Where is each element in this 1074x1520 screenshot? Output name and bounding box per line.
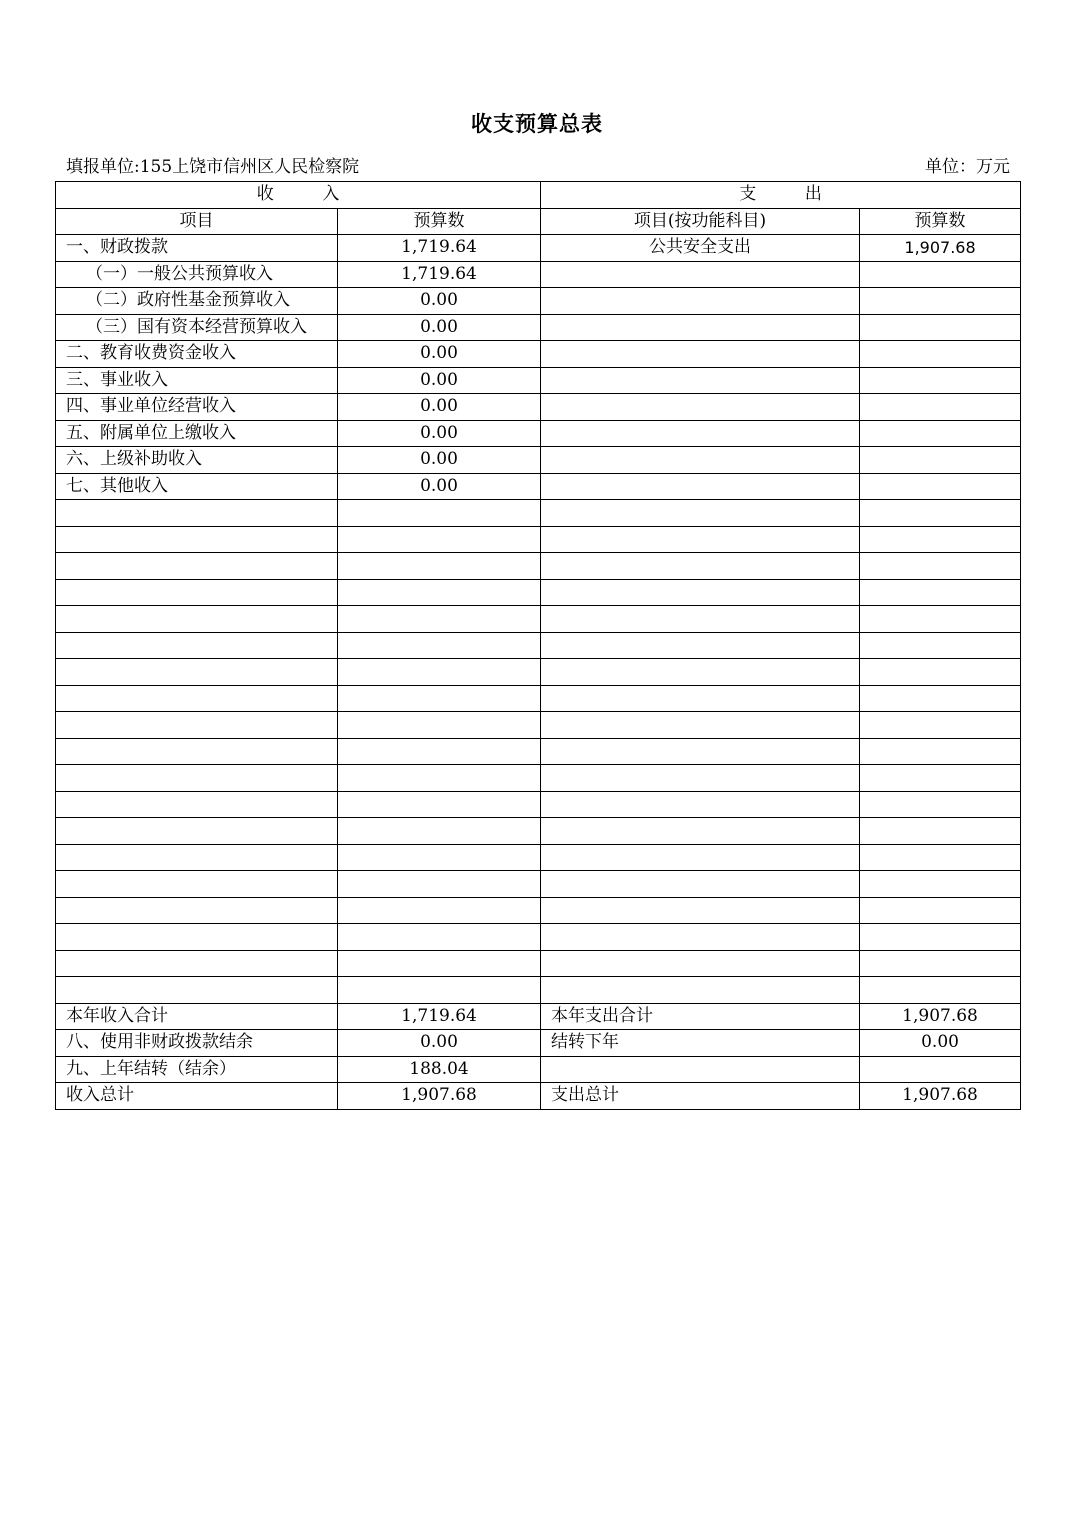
income-value-cell: 0.00 <box>338 367 541 394</box>
expense-item-cell <box>541 712 860 739</box>
table-row <box>56 632 1021 659</box>
table-row <box>56 261 1021 288</box>
table-row <box>56 818 1021 845</box>
income-item-cell <box>56 685 338 712</box>
expense-item-cell <box>541 897 860 924</box>
income-value-cell <box>338 712 541 739</box>
expense-value-cell <box>860 500 1021 527</box>
expense-value-cell <box>860 367 1021 394</box>
table-row <box>56 314 1021 341</box>
expense-item-cell <box>541 685 860 712</box>
expense-item-cell <box>541 950 860 977</box>
expense-value-cell <box>860 924 1021 951</box>
income-value-cell <box>338 897 541 924</box>
table-row <box>56 500 1021 527</box>
income-item-cell <box>56 765 338 792</box>
expense-value-cell <box>860 712 1021 739</box>
table-row <box>56 394 1021 421</box>
expense-value-cell <box>860 950 1021 977</box>
expense-item-cell: 公共安全支出 <box>541 235 860 262</box>
table-row <box>56 791 1021 818</box>
expense-item-cell <box>541 924 860 951</box>
table-row <box>56 977 1021 1004</box>
income-value-cell: 0.00 <box>338 1030 541 1057</box>
expense-item-cell <box>541 394 860 421</box>
income-item-cell: 四、事业单位经营收入 <box>56 394 338 421</box>
expense-item-cell: 支出总计 <box>541 1083 860 1110</box>
income-value-cell: 0.00 <box>338 447 541 474</box>
table-row <box>56 447 1021 474</box>
expense-item-cell <box>541 977 860 1004</box>
income-item-cell: 六、上级补助收入 <box>56 447 338 474</box>
income-header: 收 入 <box>56 182 541 209</box>
income-item-cell: 收入总计 <box>56 1083 338 1110</box>
income-value-cell: 1,719.64 <box>338 261 541 288</box>
income-item-cell <box>56 659 338 686</box>
table-row <box>56 235 1021 262</box>
table-row <box>56 1083 1021 1110</box>
income-item-cell: 二、教育收费资金收入 <box>56 341 338 368</box>
expense-value-cell <box>860 765 1021 792</box>
expense-item-cell <box>541 606 860 633</box>
table-row <box>56 765 1021 792</box>
expense-value-cell <box>860 553 1021 580</box>
table-row <box>56 844 1021 871</box>
income-item-cell: （一）一般公共预算收入 <box>56 261 338 288</box>
income-value-cell: 0.00 <box>338 341 541 368</box>
expense-item-cell <box>541 1056 860 1083</box>
budget-table <box>55 181 1021 1110</box>
income-value-cell <box>338 553 541 580</box>
expense-value-cell: 1,907.68 <box>860 235 1021 262</box>
income-value-cell: 0.00 <box>338 473 541 500</box>
income-item-cell <box>56 712 338 739</box>
table-row <box>56 473 1021 500</box>
expense-value-cell <box>860 473 1021 500</box>
table-row <box>56 1030 1021 1057</box>
income-item-cell <box>56 579 338 606</box>
income-item-cell: （三）国有资本经营预算收入 <box>56 314 338 341</box>
header-row-main <box>56 182 1021 209</box>
table-row <box>56 367 1021 394</box>
income-value-cell: 0.00 <box>338 394 541 421</box>
income-item-cell <box>56 526 338 553</box>
expense-value-cell <box>860 791 1021 818</box>
col-header-item: 项目 <box>56 208 338 235</box>
income-item-cell: （二）政府性基金预算收入 <box>56 288 338 315</box>
income-item-cell: 九、上年结转（结余） <box>56 1056 338 1083</box>
expense-item-cell <box>541 632 860 659</box>
expense-value-cell <box>860 738 1021 765</box>
income-item-cell <box>56 553 338 580</box>
expense-value-cell <box>860 288 1021 315</box>
table-row <box>56 526 1021 553</box>
income-value-cell <box>338 791 541 818</box>
expense-value-cell: 1,907.68 <box>860 1083 1021 1110</box>
expense-value-cell <box>860 447 1021 474</box>
income-value-cell: 0.00 <box>338 314 541 341</box>
expense-value-cell <box>860 420 1021 447</box>
table-row <box>56 579 1021 606</box>
income-item-cell <box>56 818 338 845</box>
table-row <box>56 738 1021 765</box>
income-item-cell: 一、财政拨款 <box>56 235 338 262</box>
expense-value-cell <box>860 685 1021 712</box>
expense-item-cell <box>541 553 860 580</box>
income-value-cell <box>338 579 541 606</box>
income-value-cell <box>338 526 541 553</box>
col-header-budget2: 预算数 <box>860 208 1021 235</box>
expense-value-cell <box>860 659 1021 686</box>
income-value-cell <box>338 500 541 527</box>
expense-item-cell <box>541 473 860 500</box>
expense-item-cell <box>541 738 860 765</box>
expense-value-cell <box>860 897 1021 924</box>
income-item-cell <box>56 500 338 527</box>
income-item-cell: 本年收入合计 <box>56 1003 338 1030</box>
income-value-cell: 1,907.68 <box>338 1083 541 1110</box>
expense-value-cell <box>860 632 1021 659</box>
income-item-cell <box>56 632 338 659</box>
income-item-cell <box>56 606 338 633</box>
expense-value-cell <box>860 844 1021 871</box>
table-row <box>56 685 1021 712</box>
income-item-cell: 五、附属单位上缴收入 <box>56 420 338 447</box>
expense-value-cell <box>860 314 1021 341</box>
expense-item-cell <box>541 500 860 527</box>
expense-value-cell <box>860 1056 1021 1083</box>
income-item-cell: 三、事业收入 <box>56 367 338 394</box>
expense-value-cell: 0.00 <box>860 1030 1021 1057</box>
income-value-cell: 0.00 <box>338 288 541 315</box>
expense-value-cell <box>860 871 1021 898</box>
table-row <box>56 871 1021 898</box>
expense-item-cell <box>541 420 860 447</box>
income-value-cell <box>338 871 541 898</box>
table-row <box>56 1056 1021 1083</box>
table-row <box>56 1003 1021 1030</box>
table-row <box>56 341 1021 368</box>
income-item-cell: 七、其他收入 <box>56 473 338 500</box>
expense-value-cell <box>860 394 1021 421</box>
expense-value-cell <box>860 526 1021 553</box>
expense-item-cell <box>541 871 860 898</box>
expense-value-cell <box>860 977 1021 1004</box>
income-item-cell <box>56 844 338 871</box>
expense-value-cell <box>860 579 1021 606</box>
expense-item-cell <box>541 526 860 553</box>
expense-item-cell <box>541 447 860 474</box>
table-row <box>56 950 1021 977</box>
income-value-cell <box>338 606 541 633</box>
expense-item-cell: 本年支出合计 <box>541 1003 860 1030</box>
currency-unit: 单位：万元 <box>925 157 1010 177</box>
income-value-cell <box>338 765 541 792</box>
table-row <box>56 606 1021 633</box>
expense-item-cell <box>541 261 860 288</box>
unit-row <box>66 152 1010 178</box>
income-value-cell: 0.00 <box>338 420 541 447</box>
income-value-cell <box>338 818 541 845</box>
table-row <box>56 288 1021 315</box>
table-row <box>56 924 1021 951</box>
expense-header: 支 出 <box>541 182 1021 209</box>
expense-value-cell: 1,907.68 <box>860 1003 1021 1030</box>
expense-item-cell <box>541 288 860 315</box>
income-value-cell <box>338 738 541 765</box>
income-value-cell: 1,719.64 <box>338 1003 541 1030</box>
income-value-cell <box>338 659 541 686</box>
expense-item-cell <box>541 659 860 686</box>
expense-value-cell <box>860 261 1021 288</box>
table-row <box>56 553 1021 580</box>
page-title: 收支预算总表 <box>471 111 603 136</box>
income-item-cell <box>56 897 338 924</box>
expense-item-cell <box>541 818 860 845</box>
expense-value-cell <box>860 818 1021 845</box>
table-row <box>56 712 1021 739</box>
col-header-item-func: 项目(按功能科目) <box>541 208 860 235</box>
table-row <box>56 897 1021 924</box>
income-value-cell <box>338 632 541 659</box>
header-row-sub <box>56 208 1021 235</box>
income-item-cell: 八、使用非财政拨款结余 <box>56 1030 338 1057</box>
income-item-cell <box>56 791 338 818</box>
income-item-cell <box>56 950 338 977</box>
income-item-cell <box>56 924 338 951</box>
expense-item-cell <box>541 844 860 871</box>
expense-item-cell <box>541 579 860 606</box>
expense-item-cell <box>541 341 860 368</box>
col-header-budget: 预算数 <box>338 208 541 235</box>
table-row <box>56 659 1021 686</box>
expense-item-cell <box>541 314 860 341</box>
income-value-cell: 1,719.64 <box>338 235 541 262</box>
income-item-cell <box>56 977 338 1004</box>
expense-value-cell <box>860 341 1021 368</box>
income-value-cell <box>338 977 541 1004</box>
table-row <box>56 420 1021 447</box>
income-value-cell <box>338 685 541 712</box>
expense-item-cell <box>541 765 860 792</box>
income-item-cell <box>56 738 338 765</box>
expense-item-cell <box>541 367 860 394</box>
income-value-cell: 188.04 <box>338 1056 541 1083</box>
filling-unit: 填报单位:155上饶市信州区人民检察院 <box>66 157 360 177</box>
income-value-cell <box>338 844 541 871</box>
expense-value-cell <box>860 606 1021 633</box>
income-item-cell <box>56 871 338 898</box>
expense-item-cell <box>541 791 860 818</box>
expense-item-cell: 结转下年 <box>541 1030 860 1057</box>
income-value-cell <box>338 924 541 951</box>
income-value-cell <box>338 950 541 977</box>
